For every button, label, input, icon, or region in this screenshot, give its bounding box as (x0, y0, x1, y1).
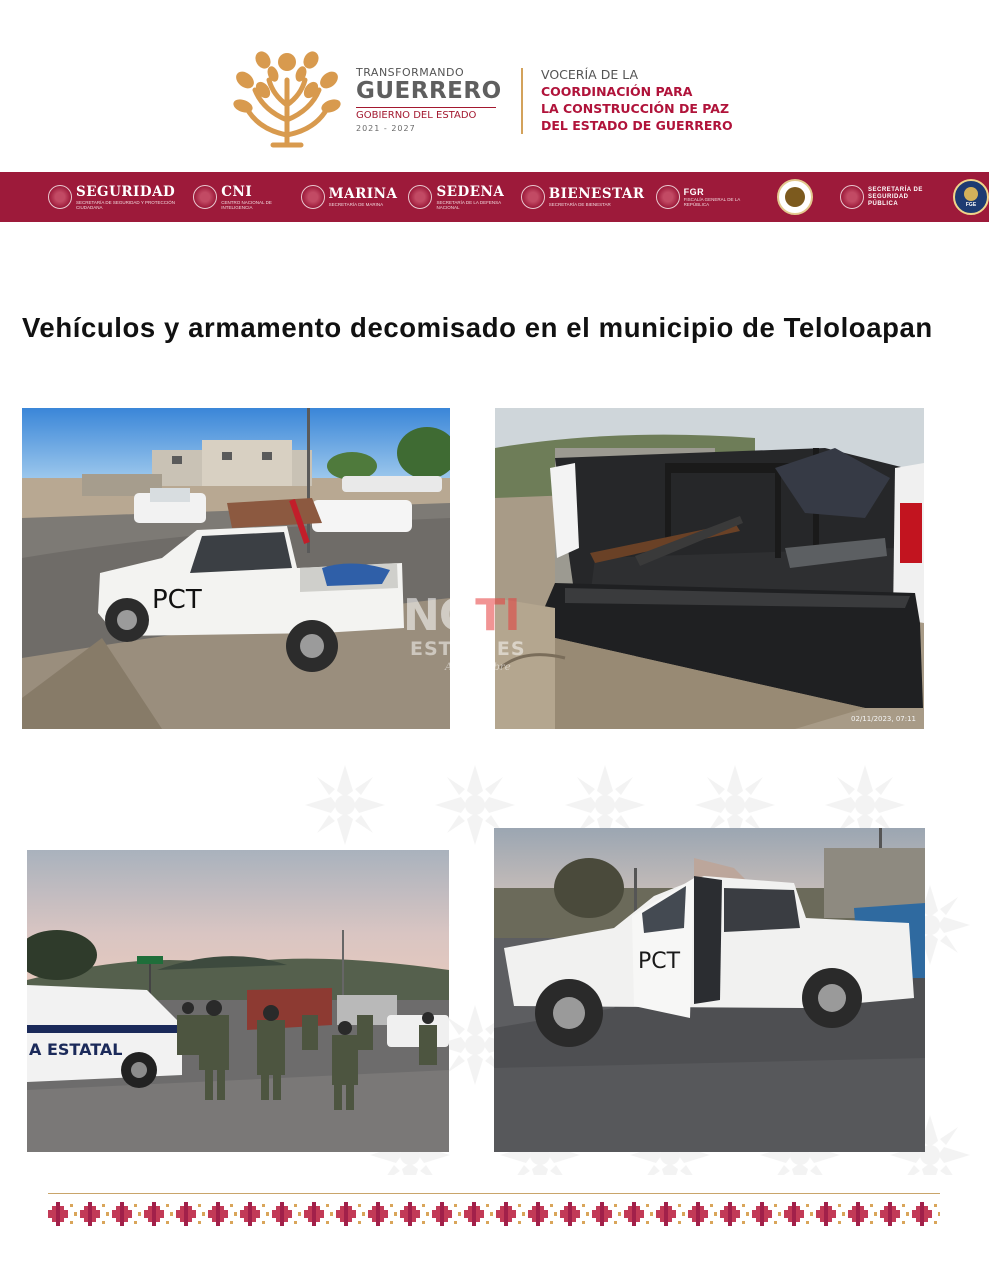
header (0, 0, 989, 170)
mexico-seal-icon (193, 185, 217, 209)
brand-sub-text: GOBIERNO DEL ESTADO (356, 107, 496, 121)
agency-sub: SECRETARÍA DE LA DEFENSA NACIONAL (436, 199, 501, 210)
agency-name: SEDENA (436, 183, 505, 200)
header-divider (521, 68, 523, 134)
mexico-seal-icon (656, 185, 680, 209)
agency-ssp (840, 185, 938, 209)
agency-sub: SECRETARÍA DE SEGURIDAD Y PROTECCIÓN CIUDADANA (76, 199, 176, 210)
watermark-estreses: ESTRESES (410, 638, 526, 660)
photo-timestamp: 02/11/2023, 07:11 (851, 715, 916, 723)
guerrero-seal-icon (840, 185, 864, 209)
agency-bienestar (521, 185, 645, 209)
photo-pickup-open-doors (494, 828, 925, 1152)
voceria-line-3: LA CONSTRUCCIÓN DE PAZ (541, 101, 730, 116)
agency-name: MARINA (328, 186, 398, 202)
agency-fgr (656, 185, 752, 209)
fge-label: FGE (965, 201, 977, 208)
vehicle-graffiti: PCT (152, 585, 202, 615)
brand-main-text: GUERRERO (356, 78, 502, 104)
voceria-line-1: VOCERÍA DE LA (541, 67, 638, 82)
agency-sub: SECRETARÍA DE BIENESTAR (548, 202, 611, 207)
agency-name: SECRETARÍA DE SEGURIDAD PÚBLICA (868, 186, 923, 207)
brand-block (356, 66, 516, 133)
voceria-block (541, 66, 801, 134)
fge-seal-icon (953, 179, 989, 215)
patrol-car-text: A ESTATAL (29, 1040, 123, 1059)
voceria-line-2: COORDINACIÓN PARA (541, 84, 693, 99)
mexico-seal-icon (521, 185, 545, 209)
agency-name: CNI (221, 183, 253, 200)
watermark-no: NO (403, 590, 476, 641)
footer-divider (48, 1193, 940, 1194)
brand-years-text: 2021 - 2027 (356, 124, 416, 133)
watermark-tagline: Acceso Libre (445, 662, 511, 673)
agency-sub: CENTRO NACIONAL DE INTELIGENCIA (221, 199, 272, 210)
agency-seguridad (48, 185, 182, 210)
agency-marina (301, 185, 398, 209)
agency-name: SEGURIDAD (76, 183, 176, 200)
photo-seized-pickup-road (22, 408, 450, 729)
agency-sedena (408, 185, 509, 210)
footer-embroidery-pattern (48, 1200, 940, 1228)
agency-band (0, 172, 989, 222)
mexico-seal-icon (301, 185, 325, 209)
agency-name: BIENESTAR (548, 186, 645, 202)
vehicle-graffiti: PCT (638, 949, 681, 974)
mexico-seal-icon (408, 185, 432, 209)
page-title: Vehículos y armamento decomisado en el municipio de Teloloapan (22, 312, 933, 343)
guardia-nacional-seal-icon (777, 179, 813, 215)
agency-sub: FISCALÍA GENERAL DE LA REPÚBLICA (683, 197, 740, 207)
mexico-seal-icon (48, 185, 72, 209)
guerrero-tree-logo (233, 50, 341, 148)
watermark-ti: TI (475, 590, 520, 641)
agency-sub: SECRETARÍA DE MARINA (328, 202, 384, 207)
photo-soldiers-checkpoint (27, 850, 449, 1152)
agency-name: FGR (683, 187, 705, 197)
agency-cni (193, 185, 289, 210)
voceria-line-4: DEL ESTADO DE GUERRERO (541, 118, 733, 133)
photo-weapons-truck-bed (495, 408, 924, 729)
brand-top-text: TRANSFORMANDO (356, 66, 465, 79)
